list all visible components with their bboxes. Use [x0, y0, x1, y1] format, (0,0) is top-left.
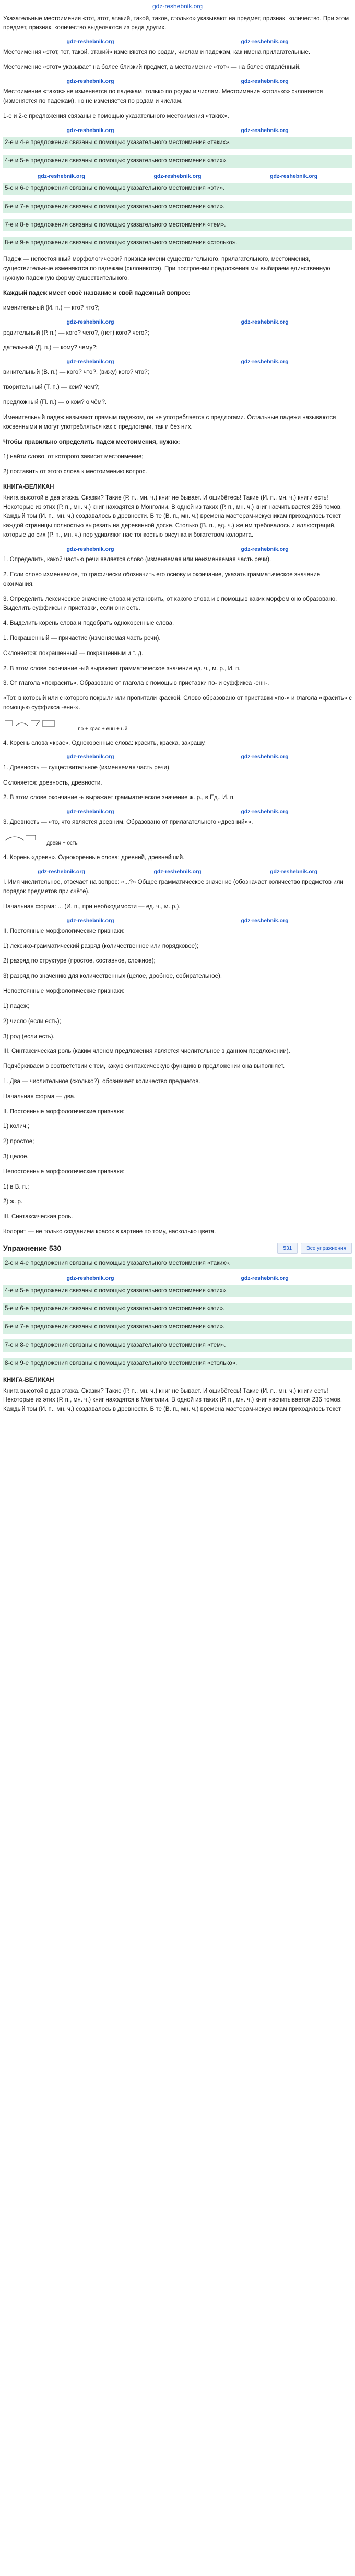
- analysis-step: 4. Выделить корень слова и подобрать однокоренные слова.: [3, 620, 174, 627]
- paragraph: II. Постоянные морфологические признаки:: [3, 1108, 125, 1115]
- watermark: gdz-reshebnik.org: [270, 173, 318, 180]
- watermark: gdz-reshebnik.org: [241, 809, 289, 815]
- paragraph: Начальная форма: ... (И. п., при необходимости — ед. ч., м. р.).: [3, 903, 181, 910]
- all-tasks-button[interactable]: Все упражнения: [301, 1243, 352, 1254]
- paragraph: Начальная форма — два.: [3, 1093, 76, 1100]
- book-label: КНИГА-ВЕЛИКАН: [3, 483, 54, 490]
- paragraph: 3) разряд по значению для количественных (целое, дробное, собирательное).: [3, 973, 222, 980]
- paragraph: 1) лексико-грамматический разряд (количественное или порядковое);: [3, 943, 199, 949]
- paragraph: 1. Древность — существительное (изменяемая часть речи).: [3, 764, 171, 771]
- paragraph: 2) разряд по структуре (простое, составное, сложное);: [3, 958, 156, 965]
- watermark: gdz-reshebnik.org: [66, 78, 114, 85]
- paragraph: Колорит — не только созданием красок в картине по тому, насколько цвета.: [3, 1229, 216, 1236]
- watermark: gdz-reshebnik.org: [153, 868, 202, 875]
- step: 2) поставить от этого слова к местоимению вопрос.: [3, 469, 147, 476]
- watermark: gdz-reshebnik.org: [241, 127, 289, 134]
- paragraph: Указательные местоимения «тот, этот, атакий, такой, таков, столько» указывают на предмет, признак, количество. При этом предмет, признак, количество выделяются из ряда других.: [3, 15, 349, 31]
- highlight-note: 4-е и 5-е предложения связаны с помощью указательного местоимения «этих».: [3, 1285, 352, 1298]
- morpheme-scheme-icon: [3, 719, 76, 730]
- watermark: gdz-reshebnik.org: [66, 359, 114, 365]
- watermark: gdz-reshebnik.org: [153, 173, 202, 180]
- paragraph: II. Постоянные морфологические признаки:: [3, 928, 125, 934]
- book-text: Книга высотой в два этажа. Сказки? Такие (Р. п., мн. ч.) книг не бывает. И ошибётесь! Такие (И. п., мн. ч.) книги есть! Некоторые из этих (Р. п., мн. ч.) книг находятся в Монголии. В одной из таких (Р. п., мн. ч.) книг насчитывается 236 томов. Каждый том (И. п., мн. ч.) создавалось в древности. В те (В. п., мн. ч.) времена мастерам-искусникам приходилось текст: [3, 1387, 342, 1413]
- watermark: gdz-reshebnik.org: [66, 319, 114, 326]
- highlight-note: 2-е и 4-е предложения связаны с помощью указательного местоимения «таких».: [3, 137, 352, 149]
- analysis-step: 3. Определить лексическое значение слова и установить, от какого слова и с помощью каких морфем оно образовано. Выделить суффиксы и приставки, если они есть.: [3, 596, 337, 612]
- paragraph: 1) в В. п.;: [3, 1183, 29, 1190]
- paragraph: I. Имя числительное, отвечает на вопрос: «...?» Общее грамматическое значение (обозначает количество предметов или порядок предметов при счёте).: [3, 879, 344, 895]
- highlight-note: 7-е и 8-е предложения связаны с помощью указательного местоимения «тем».: [3, 1339, 352, 1352]
- watermark: gdz-reshebnik.org: [241, 917, 289, 924]
- paragraph: 2. В этом слове окончание -ь выражает грамматическое значение ж. р., в Ед., И. п.: [3, 794, 235, 801]
- paragraph: 3. От глагола «покрасить». Образовано от глагола с помощью приставки по- и суффикса -енн-.: [3, 680, 269, 687]
- highlight-note: 5-е и 6-е предложения связаны с помощью указательного местоимения «эти».: [3, 183, 352, 195]
- watermark: gdz-reshebnik.org: [66, 754, 114, 761]
- case-item: предложный (П. п.) — о ком? о чём?.: [3, 399, 107, 406]
- paragraph: Подчёркиваем в соответствии с тем, какую синтаксическую функцию в предложении она выполняет.: [3, 1063, 285, 1070]
- watermark: gdz-reshebnik.org: [241, 319, 289, 326]
- morpheme-text: по + крас + енн + ый: [78, 726, 128, 732]
- paragraph: III. Синтаксическая роль.: [3, 1214, 73, 1220]
- book-label: КНИГА-ВЕЛИКАН: [3, 1376, 54, 1383]
- morpheme-diagram: [3, 719, 352, 734]
- watermark: gdz-reshebnik.org: [66, 917, 114, 924]
- task-title: Упражнение 530: [3, 1243, 62, 1252]
- paragraph: 1) колич.;: [3, 1123, 30, 1130]
- paragraph: Непостоянные морфологические признаки:: [3, 988, 125, 995]
- highlight-note: 2-е и 4-е предложения связаны с помощью указательного местоимения «таких».: [3, 1257, 352, 1270]
- analysis-step: 2. Если слово изменяемое, то графически обозначить его основу и окончание, указать грамматическое значение окончания.: [3, 571, 321, 587]
- paragraph: 2. В этом слове окончание -ый выражает грамматическое значение ед. ч., м. р., И. п.: [3, 665, 241, 672]
- watermark: gdz-reshebnik.org: [37, 868, 85, 875]
- highlight-note: 7-е и 8-е предложения связаны с помощью указательного местоимения «тем».: [3, 219, 352, 232]
- paragraph: «Тот, в который или с которого покрыли или пропитали краской. Слово образовано от приставки «по-» и глагола «красить» с помощью суффикса -енн-».: [3, 695, 352, 711]
- case-item: дательный (Д. п.) — кому? чему?;: [3, 345, 98, 351]
- watermark: gdz-reshebnik.org: [241, 39, 289, 45]
- paragraph: 3. Древность — «то, что является древним. Образовано от прилагательного «древний»».: [3, 819, 253, 826]
- paragraph: Каждый падеж имеет своё название и свой падежный вопрос:: [3, 290, 191, 296]
- case-item: творительный (Т. п.) — кем? чем?;: [3, 384, 100, 391]
- paragraph: Склоняется: покрашенный — покрашенным и т. д.: [3, 650, 144, 657]
- watermark: gdz-reshebnik.org: [241, 359, 289, 365]
- watermark: gdz-reshebnik.org: [241, 78, 289, 85]
- paragraph: 2) ж. р.: [3, 1198, 23, 1205]
- watermark: gdz-reshebnik.org: [66, 39, 114, 45]
- watermark: gdz-reshebnik.org: [66, 545, 114, 552]
- watermark: gdz-reshebnik.org: [66, 809, 114, 815]
- watermark: gdz-reshebnik.org: [241, 754, 289, 761]
- watermark: gdz-reshebnik.org: [270, 868, 318, 875]
- paragraph: 4. Корень слова «крас». Однокоренные слова: красить, краска, закрашу.: [3, 740, 206, 746]
- morpheme-diagram: [3, 833, 352, 848]
- paragraph: 4. Корень «древн». Однокоренные слова: древний, древнейший.: [3, 854, 185, 861]
- paragraph: 2) простое;: [3, 1138, 34, 1145]
- morpheme-scheme-icon: [3, 833, 45, 845]
- highlight-note: 4-е и 5-е предложения связаны с помощью указательного местоимения «этих».: [3, 155, 352, 168]
- paragraph: Местоимение «этот» указывает на более близкий предмет, а местоимение «тот» — на более отдалённый.: [3, 64, 301, 71]
- paragraph: Местоимения «этот, тот, такой, этакий» изменяются по родам, числам и падежам, как имена прилагательные.: [3, 49, 311, 56]
- site-url[interactable]: gdz-reshebnik.org: [152, 3, 203, 10]
- highlight-note: 6-е и 7-е предложения связаны с помощью указательного местоимения «эти».: [3, 201, 352, 213]
- paragraph: 2) число (если есть);: [3, 1018, 61, 1025]
- case-item: именительный (И. п.) — кто? что?;: [3, 305, 100, 312]
- paragraph: Чтобы правильно определить падеж местоимения, нужно:: [3, 438, 180, 445]
- paragraph: Именительный падеж называют прямым падежом, он не употребляется с предлогами. Остальные падежи называются косвенными и могут употребляться как с предлогами, так и без них.: [3, 414, 336, 430]
- paragraph: 1. Два — числительное (сколько?), обозначает количество предметов.: [3, 1078, 200, 1085]
- case-item: винительный (В. п.) — кого? что?, (вижу) кого? что?;: [3, 369, 149, 376]
- morpheme-text: древн + ость: [46, 840, 78, 847]
- paragraph: 3) целое.: [3, 1154, 29, 1160]
- paragraph: 1-е и 2-е предложения связаны с помощью указательного местоимения «таких».: [3, 113, 229, 120]
- paragraph: Склоняется: древность, древности.: [3, 779, 102, 786]
- prev-task-button[interactable]: 531: [277, 1243, 298, 1254]
- paragraph: III. Синтаксическая роль (каким членом предложения является числительное в данном предложении).: [3, 1048, 290, 1055]
- highlight-note: 8-е и 9-е предложения связаны с помощью указательного местоимения «столько».: [3, 1358, 352, 1370]
- step: 1) найти слово, от которого зависит местоимение;: [3, 454, 144, 460]
- watermark: gdz-reshebnik.org: [241, 545, 289, 552]
- paragraph: 1) падеж;: [3, 1003, 29, 1010]
- case-item: родительный (Р. п.) — кого? чего?, (нет) кого? чего?;: [3, 329, 149, 336]
- watermark: gdz-reshebnik.org: [66, 127, 114, 134]
- watermark: gdz-reshebnik.org: [37, 173, 85, 180]
- paragraph: Местоимение «таков» не изменяется по падежам, только по родам и числам. Местоимение «столько» склоняется (изменяется по падежам), но не изменяется по родам и числам.: [3, 89, 323, 105]
- book-text: Книга высотой в два этажа. Сказки? Такие (Р. п., мн. ч.) книг не бывает. И ошибётесь! Такие (И. п., мн. ч.) книги есть! Некоторые из этих (Р. п., мн. ч.) книг находятся в Монголии. В одной из таких (Р. п., мн. ч.) книг насчитывается 236 томов. Каждый том (И. п., мн. ч.) создавалось в древности. В те (В. п., мн. ч.) времена мастерам-искусникам приходилось текст каждой страницы полностью вырезать на деревянной доске. Столько (В. п., ед. ч.) же им требовалось и иллюстраций, которые до сих (Р. п., мн. ч.) пор удивляют нас тонкостью рисунка и богатством колорита.: [3, 494, 342, 538]
- main-content: [0, 13, 355, 1415]
- watermark: gdz-reshebnik.org: [241, 1275, 289, 1282]
- paragraph: 1. Покрашенный — причастие (изменяемая часть речи).: [3, 635, 161, 642]
- highlight-note: 8-е и 9-е предложения связаны с помощью указательного местоимения «столько».: [3, 237, 352, 250]
- highlight-note: 5-е и 6-е предложения связаны с помощью указательного местоимения «эти».: [3, 1303, 352, 1315]
- paragraph: 3) род (если есть).: [3, 1033, 55, 1040]
- task-header: [3, 1243, 352, 1254]
- paragraph: Непостоянные морфологические признаки:: [3, 1168, 125, 1175]
- paragraph: Падеж — непостоянный морфологический признак имени существительного, прилагательного, местоимения, существительные изменяются по падежам (склоняются). При построении предложения мы выбираем единственную нужную падежную форму существительного.: [3, 256, 330, 281]
- analysis-step: 1. Определить, какой частью речи является слово (изменяемая или неизменяемая часть речи).: [3, 556, 271, 563]
- watermark: gdz-reshebnik.org: [66, 1275, 114, 1282]
- highlight-note: 6-е и 7-е предложения связаны с помощью указательного местоимения «эти».: [3, 1321, 352, 1334]
